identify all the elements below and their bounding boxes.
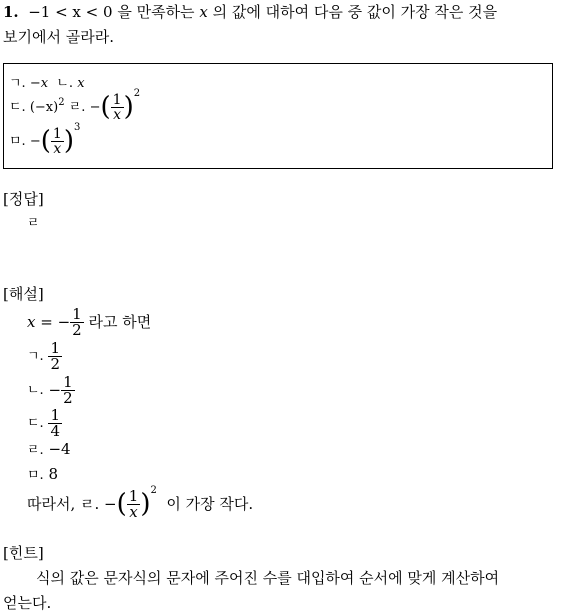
fraction-denominator: 2	[72, 320, 82, 339]
choice-fraction	[51, 127, 64, 156]
problem-condition: −1 < x < 0	[28, 3, 113, 21]
row-value: −4	[48, 440, 71, 458]
left-paren: (	[116, 489, 127, 519]
explanation-row-5	[27, 467, 58, 482]
choice-label: ㄹ.	[68, 99, 86, 115]
conclusion-exponent: 2	[150, 485, 157, 496]
row-label: ㄱ.	[27, 348, 44, 364]
fraction-denominator: 2	[63, 388, 73, 407]
left-paren: (	[100, 92, 111, 122]
problem-number: 1.	[3, 3, 19, 21]
fraction-denominator: x	[51, 141, 64, 156]
row-label: ㅁ.	[27, 468, 44, 483]
choice-fraction	[111, 93, 124, 122]
answer-value: ㄹ	[27, 216, 40, 231]
choice-label: ㄱ.	[9, 76, 26, 91]
row-value: 8	[48, 465, 59, 483]
choice-expr: −x	[29, 76, 49, 91]
fraction-numerator: 1	[72, 304, 82, 323]
choice-label: ㄷ.	[9, 99, 26, 115]
row-fraction	[61, 372, 75, 407]
fraction-denominator: x	[127, 504, 141, 520]
explanation-row-3	[27, 406, 62, 440]
choice-row-1	[9, 77, 85, 90]
fraction-numerator: 1	[128, 486, 139, 505]
row-label: ㄴ.	[27, 382, 44, 398]
row-fraction	[48, 338, 62, 373]
fraction-numerator: 1	[112, 91, 122, 108]
choice-exponent: 2	[133, 88, 141, 99]
choice-expr: (−x)	[29, 99, 59, 115]
problem-text-b: 의 값에 대하여 다음 중 값이 가장 작은 것을	[212, 3, 498, 21]
problem-text-a: 을 만족하는	[117, 3, 195, 21]
choice-exponent: 2	[58, 97, 65, 108]
right-paren: )	[140, 489, 151, 519]
fraction-denominator: 4	[50, 421, 61, 440]
hint-header: [힌트]	[3, 544, 44, 562]
fraction-numerator: 1	[63, 372, 73, 391]
explanation-conclusion	[27, 483, 253, 525]
explanation-header: [해설]	[3, 285, 44, 303]
fraction-numerator: 1	[52, 125, 62, 142]
right-paren: )	[123, 92, 134, 122]
fraction-numerator: 1	[50, 405, 61, 424]
choice-sign: −	[89, 99, 101, 115]
conclusion-prefix: 따라서, ㄹ. −	[27, 494, 117, 513]
problem-line-1	[3, 5, 497, 20]
choice-sign: −	[29, 133, 41, 149]
fraction-numerator: 1	[50, 338, 61, 357]
right-paren: )	[63, 126, 74, 156]
row-fraction	[48, 405, 62, 440]
explanation-assumption	[27, 305, 151, 339]
choice-label: ㄴ.	[56, 76, 74, 91]
problem-line-2: 보기에서 골라라.	[3, 28, 114, 46]
choice-row-2	[9, 90, 140, 124]
assumption-lhs: x = −	[27, 312, 71, 331]
choice-expr: x	[77, 76, 85, 91]
hint-line-2: 얻는다.	[3, 594, 52, 612]
problem-variable: x	[199, 3, 208, 21]
choice-label: ㅁ.	[9, 133, 26, 149]
explanation-row-1	[27, 339, 62, 373]
left-paren: (	[40, 126, 51, 156]
answer-header: [정답]	[3, 190, 44, 208]
row-label: ㄷ.	[27, 415, 44, 431]
explanation-row-4	[27, 442, 71, 457]
choice-row-3	[9, 124, 80, 158]
conclusion-suffix: 이 가장 작다.	[166, 494, 254, 513]
conclusion-fraction	[127, 486, 141, 521]
hint-line-1: 식의 값은 문자식의 문자에 주어진 수를 대입하여 순서에 맞게 계산하여	[36, 569, 500, 587]
fraction-denominator: x	[111, 107, 124, 122]
explanation-row-2	[27, 373, 75, 407]
assumption-text: 라고 하면	[88, 312, 152, 331]
fraction-denominator: 2	[50, 354, 61, 373]
row-sign: −	[48, 380, 62, 399]
row-label: ㄹ.	[27, 443, 44, 458]
assumption-fraction	[70, 304, 84, 339]
choice-exponent: 3	[73, 122, 81, 133]
